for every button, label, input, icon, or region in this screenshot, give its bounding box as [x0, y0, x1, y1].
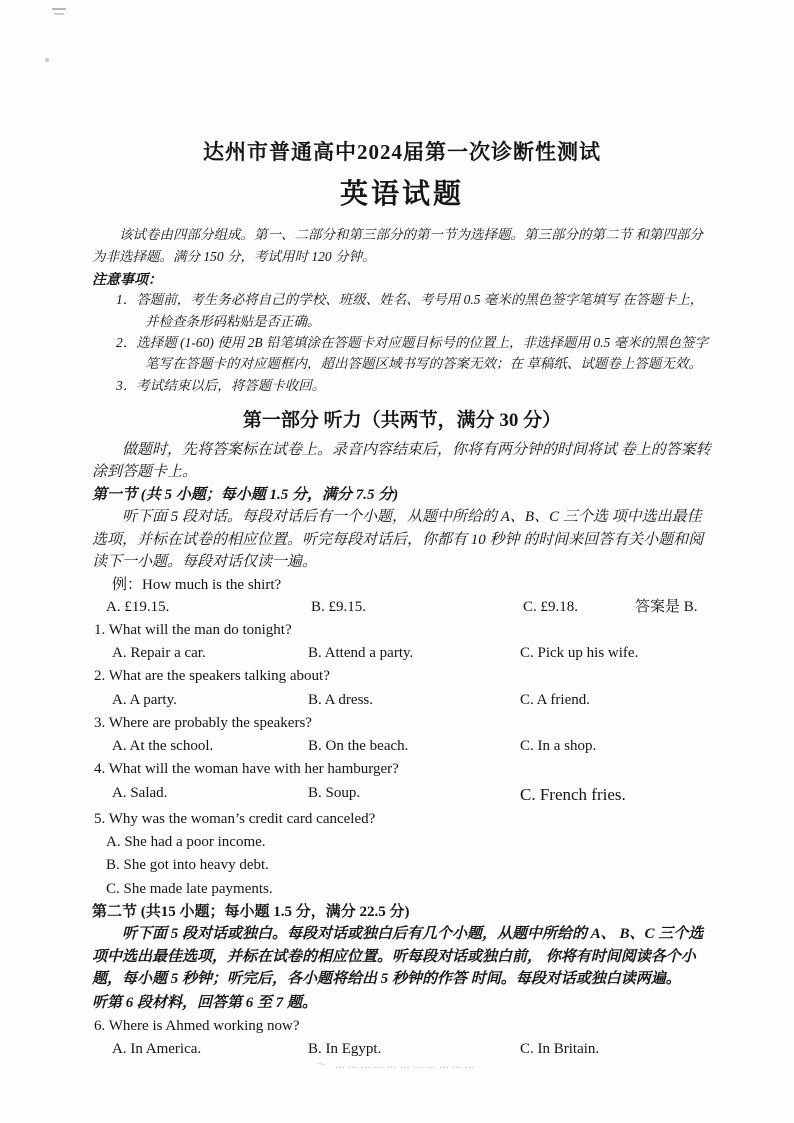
- question-5: [92, 808, 712, 901]
- option-b: B. Soup.: [308, 784, 361, 801]
- section1-instructions: 听下面 5 段对话。每段对话后有一个小题，从题中所给的 A、B、C 三个选 项中选出最佳选项，并标在试卷的相应位置。听完每段对话后，你都有 10 秒钟 的时间来回答有关小题和阅读下一小题。每段对话仅读一遍。: [92, 509, 704, 571]
- question-prompt: 6. Where is Ahmed working now?: [94, 1017, 300, 1034]
- exam-subject: 英语试题: [339, 179, 464, 210]
- option-c: C. She made late payments.: [106, 880, 273, 897]
- part1-heading: 第一部分 听力（共两节，满分 30 分）: [242, 409, 562, 431]
- question-options: [92, 831, 712, 901]
- question-prompt: 3. Where are probably the speakers?: [94, 714, 312, 731]
- question-prompt: 1. What will the man do tonight?: [94, 621, 292, 638]
- option-c: C. In a shop.: [520, 738, 597, 755]
- section2-heading: 第二节 (共15 小题；每小题 1.5 分，满分 22.5 分): [92, 903, 410, 920]
- notice-item: 2．选择题 (1-60) 使用 2B 铅笔填涂在答题卡对应题目标号的位置上，非选择题用 0.5 毫米的黑色签字笔写在答题卡的对应题框内，超出答题区域书写的答案无效；在 草稿纸、试题卷上答题无效。: [116, 334, 709, 372]
- example-options: [92, 596, 712, 619]
- example-option-b: B. £9.15.: [311, 599, 367, 616]
- option-b: B. On the beach.: [308, 738, 409, 755]
- option-b: B. In Egypt.: [308, 1041, 382, 1058]
- notice-item: 3．考试结束以后，将答题卡收回。: [116, 377, 326, 393]
- question-4: [92, 758, 712, 808]
- option-a: A. A party.: [112, 691, 177, 708]
- question-2: [92, 665, 712, 712]
- notices-header: 注意事项：: [92, 273, 162, 289]
- question-prompt: 5. Why was the woman’s credit card canceled?: [94, 810, 376, 827]
- material-note: 听第 6 段材料，回答第 6 至 7 题。: [92, 994, 318, 1011]
- scan-artifact: [52, 8, 66, 10]
- notice-item: 1．答题前，考生务必将自己的学校、班级、姓名、考号用 0.5 毫米的黑色签字笔填写 在答题卡上，并检查条形码粘贴是否正确。: [116, 292, 704, 329]
- example-option-c: C. £9.18.: [523, 599, 579, 616]
- question-6: [92, 1015, 712, 1062]
- option-a: A. Repair a car.: [112, 645, 206, 662]
- question-options: [92, 642, 712, 665]
- option-b: B. Attend a party.: [308, 645, 414, 662]
- section1-heading: 第一节 (共 5 小题；每小题 1.5 分，满分 7.5 分): [92, 486, 399, 503]
- question-1: [92, 619, 712, 666]
- scan-artifact: [45, 58, 49, 62]
- question-options: [92, 689, 712, 712]
- question-3: [92, 712, 712, 759]
- option-a: A. Salad.: [112, 784, 168, 801]
- intro-paragraph: 该试卷由四部分组成。第一、二部分和第三部分的第一节为选择题。第三部分的第二节 和第四部分为非选择题。满分 150 分，考试用时 120 分钟。: [92, 227, 703, 264]
- option-a: A. She had a poor income.: [106, 834, 266, 851]
- option-b: B. She got into heavy debt.: [106, 857, 269, 874]
- part1-note: 做题时，先将答案标在试卷上。录音内容结束后，你将有两分钟的时间将试 卷上的答案转涂到答题卡上。: [92, 441, 711, 481]
- footer-scan-marks: ～ ……………………………: [316, 1060, 478, 1071]
- option-c: C. In Britain.: [520, 1041, 600, 1058]
- example-prompt: 例：How much is the shirt?: [112, 576, 282, 593]
- question-options: [92, 735, 712, 758]
- question-options: [92, 782, 712, 808]
- example-answer: 答案是 B.: [635, 599, 698, 616]
- scan-artifact: [54, 13, 64, 15]
- exam-title: 达州市普通高中2024届第一次诊断性测试: [203, 140, 601, 164]
- option-c: C. A friend.: [520, 691, 590, 708]
- option-a: A. In America.: [112, 1041, 202, 1058]
- option-c: C. French fries.: [520, 784, 626, 804]
- example-question: [92, 574, 712, 619]
- option-b: B. A dress.: [308, 691, 374, 708]
- section2-instructions: 听下面 5 段对话或独白。每段对话或独白后有几个小题，从题中所给的 A、 B、C 三个选项中选出最佳选项，并标在试卷的相应位置。听每段对话或独白前， 你将有时间阅读各个小题，每小题 5 秒钟；听完后，各小题将给出 5 秒钟的作答 时间。每段对话或独白读两遍。: [92, 926, 704, 988]
- question-prompt: 4. What will the woman have with her hamburger?: [94, 761, 399, 778]
- option-a: A. At the school.: [112, 738, 214, 755]
- example-option-a: A. £19.15.: [106, 599, 170, 616]
- option-c: C. Pick up his wife.: [520, 645, 639, 662]
- question-prompt: 2. What are the speakers talking about?: [94, 668, 330, 685]
